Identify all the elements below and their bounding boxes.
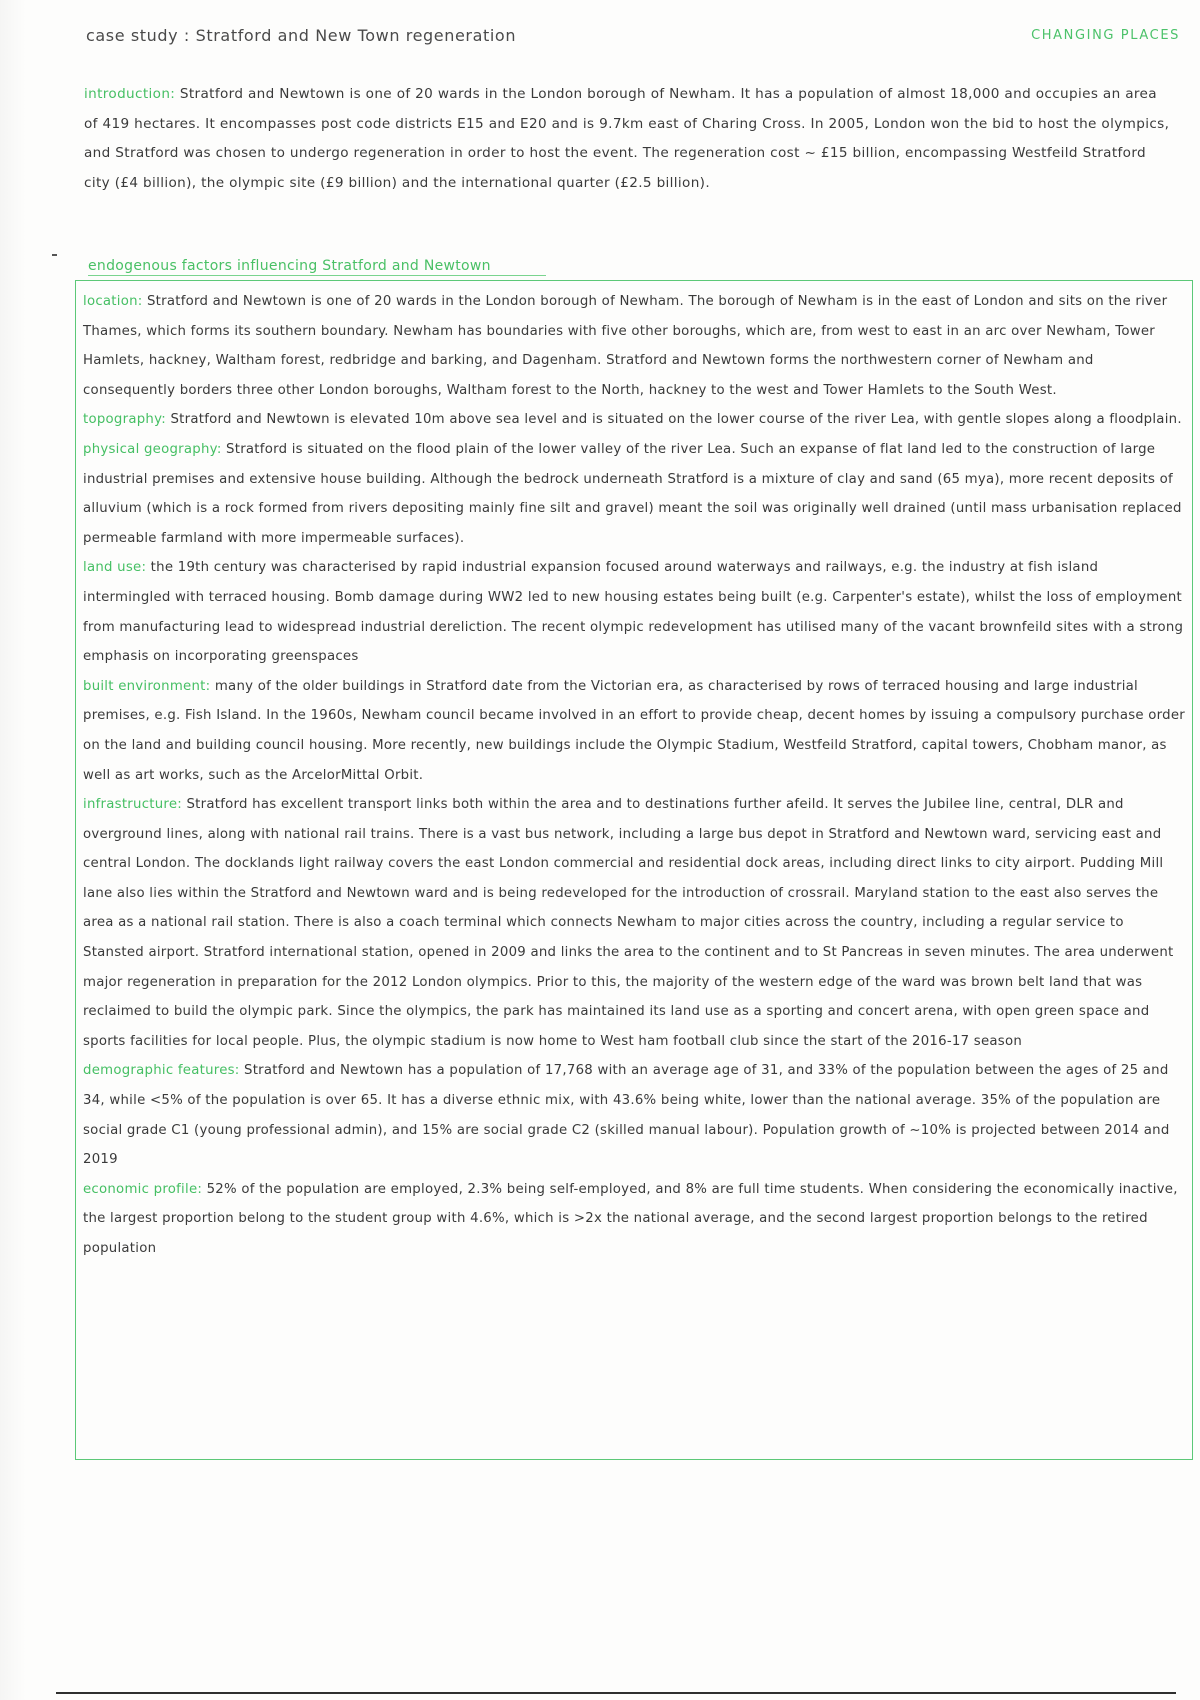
section-text: Stratford and Newtown is elevated 10m above sea level and is situated on the lower course of the river Lea, with gentle slopes along a floodplain. — [165, 412, 1182, 428]
introduction-paragraph — [84, 80, 1174, 198]
factors-content — [83, 287, 1188, 1264]
section-label: economic profile: — [83, 1181, 203, 1197]
heading-underline — [88, 275, 546, 276]
section-label: topography: — [83, 412, 166, 428]
section-text: 52% of the population are employed, 2.3% being self-employed, and 8% are full time students. When considering the economically inactive, the largest proportion belong to the student group with 4.6%, which is >2x the national average, and the second largest proportion belongs to the retired population — [83, 1181, 1178, 1256]
introduction-text: Stratford and Newtown is one of 20 wards in the London borough of Newham. It has a population of almost 18,000 and occupies an area of 419 hectares. It encompasses post code districts E15 and E20 and is 9.7km east of Charing Cross. In 2005, London won the bid to host the olympics, and Stratford was chosen to undergo regeneration in order to host the event. The regeneration cost ~ £15 billion, encompassing Westfeild Stratford city (£4 billion), the olympic site (£9 billion) and the international quarter (£2.5 billion). — [84, 86, 1170, 191]
section-text: many of the older buildings in Stratford date from the Victorian era, as characterised by rows of terraced housing and large industrial premises, e.g. Fish Island. In the 1960s, Newham council became involved in an effort to provide cheap, decent homes by issuing a compulsory purchase order on the land and building council housing. More recently, new buildings include the Olympic Stadium, Westfeild Stratford, capital towers, Chobham manor, as well as art works, such as the ArcelorMittal Orbit. — [83, 678, 1186, 783]
section-text: the 19th century was characterised by rapid industrial expansion focused around waterways and railways, e.g. the industry at fish island intermingled with terraced housing. Bomb damage during WW2 led to new housing estates being built (e.g. Carpenter's estate), whilst the loss of employment from manufacturing lead to widespread industrial dereliction. The recent olympic redevelopment has utilised many of the vacant brownfeild sites with a strong emphasis on incorporating greenspaces — [83, 560, 1184, 665]
section-text: Stratford and Newtown is one of 20 wards in the London borough of Newham. The borough of Newham is in the east of London and sits on the river Thames, which forms its southern boundary. Newham has boundaries with five other boroughs, which are, from west to east in an arc over Newham, Tower Hamlets, hackney, Waltham forest, redbridge and barking, and Dagenham. Stratford and Newtown forms the northwestern corner of Newham and consequently borders three other London boroughs, Waltham forest to the North, hackney to the west and Tower Hamlets to the South West. — [83, 294, 1168, 398]
bottom-divider — [56, 1692, 1176, 1694]
section-label: location: — [83, 294, 143, 309]
section-label: built environment: — [83, 678, 211, 694]
margin-mark — [52, 254, 57, 256]
factors-heading: endogenous factors influencing Stratford and Newtown — [88, 258, 491, 274]
section-label: physical geography: — [83, 441, 222, 457]
section-text: Stratford and Newtown has a population of 17,768 with an average age of 31, and 33% of the population between the ages of 25 and 34, while <5% of the population is over 65. It has a diverse ethnic mix, with 43.6% being white, lower than the national average. 35% of the population are social grade C1 (young professional admin), and 15% are social grade C2 (skilled manual labour). Population growth of ~10% is projected between 2014 and 2019 — [83, 1063, 1170, 1168]
section-built-environment — [83, 672, 1188, 790]
topic-tag: CHANGING PLACES — [1031, 28, 1180, 43]
section-label: land use: — [83, 560, 147, 576]
section-infrastructure — [83, 790, 1188, 1056]
section-demographic-features — [83, 1056, 1188, 1174]
section-physical-geography — [83, 435, 1188, 553]
section-label: demographic features: — [83, 1063, 240, 1079]
introduction-label: introduction: — [84, 86, 176, 102]
section-economic-profile — [83, 1175, 1188, 1264]
section-topography — [83, 405, 1188, 435]
page-title: case study : Stratford and New Town regeneration — [86, 26, 517, 45]
section-text: Stratford has excellent transport links both within the area and to destinations further afeild. It serves the Jubilee line, central, DLR and overground lines, along with national rail trains. There is a vast bus network, including a large bus depot in Stratford and Newtown ward, servicing east and central London. The docklands light railway covers the east London commercial and residential dock areas, including direct links to city airport. Pudding Mill lane also lies within the Stratford and Newtown ward and is being redeveloped for the introduction of crossrail. Maryland station to the east also serves the area as a national rail station. There is also a coach terminal which connects Newham to major cities across the country, including a regular service to Stansted airport. Stratford international station, opened in 2009 and links the area to the continent and to St Pancreas in seven minutes. The area underwent major regeneration in preparation for the 2012 London olympics. Prior to this, the majority of the western edge of the ward was brown belt land that was reclaimed to build the olympic park. Since the olympics, the park has maintained its land use as a sporting and concert arena, with open green space and sports facilities for local people. Plus, the olympic stadium is now home to West ham football club since the start of the 2016-17 season — [83, 797, 1174, 1049]
section-text: Stratford is situated on the flood plain of the lower valley of the river Lea. Such an expanse of flat land led to the construction of large industrial premises and extensive house building. Although the bedrock underneath Stratford is a mixture of clay and sand (65 mya), more recent deposits of alluvium (which is a rock formed from rivers depositing mainly fine silt and gravel) meant the soil was originally well drained (until mass urbanisation replaced permeable farmland with more impermeable surfaces). — [83, 441, 1182, 546]
section-label: infrastructure: — [83, 797, 182, 813]
section-land-use — [83, 553, 1188, 671]
page-edge-shadow — [0, 0, 26, 1700]
section-location — [83, 287, 1188, 405]
